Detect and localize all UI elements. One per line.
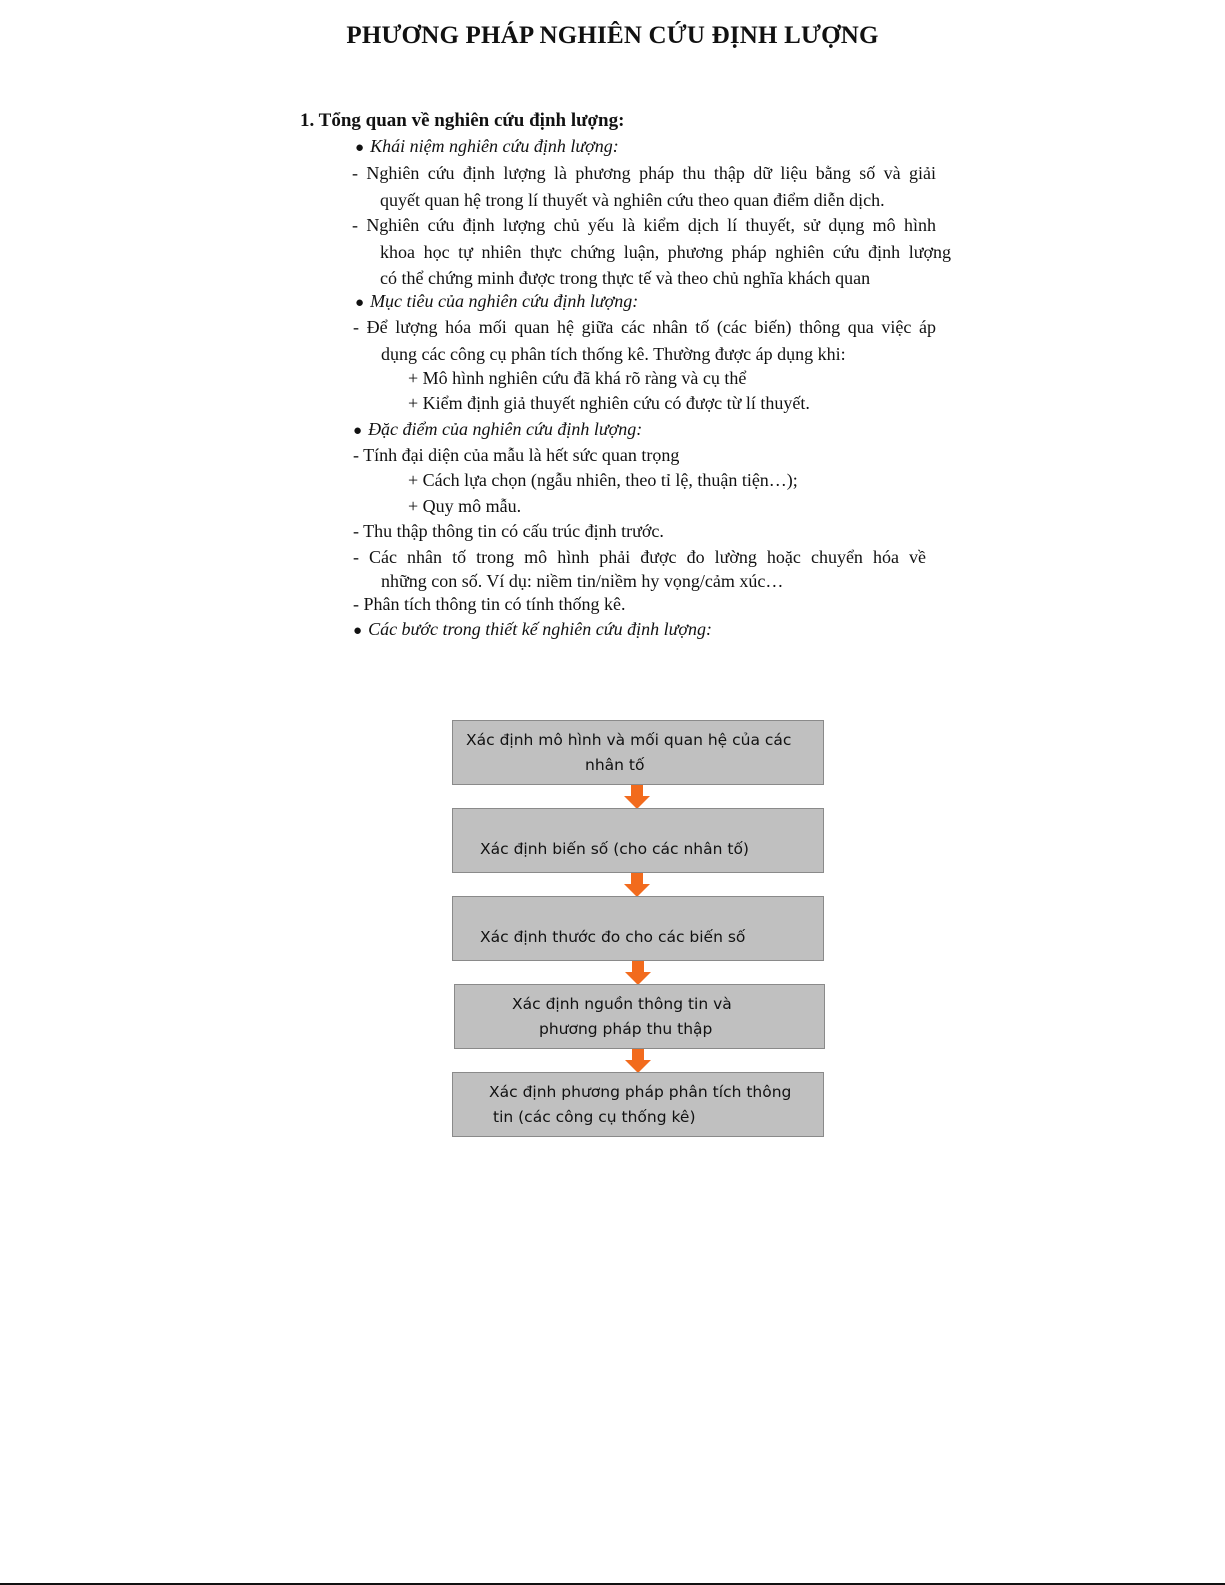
flowchart-step-3-text: Xác định thước đo cho các biến số xyxy=(480,928,746,946)
bullet-icon: ● xyxy=(353,423,363,439)
flowchart-step-1-line-1: Xác định mô hình và mối quan hệ của các xyxy=(466,731,792,749)
flowchart-step-3 xyxy=(452,896,824,961)
features-heading: Đặc điểm của nghiên cứu định lượng: xyxy=(368,419,643,439)
flowchart-step-4-line-1: Xác định nguồn thông tin và xyxy=(512,995,732,1013)
concept-heading: Khái niệm nghiên cứu định lượng: xyxy=(370,136,619,156)
flowchart-step-5 xyxy=(452,1072,824,1137)
objective-heading: Mục tiêu của nghiên cứu định lượng: xyxy=(370,291,639,311)
features-paragraph-4: - Phân tích thông tin có tính thống kê. xyxy=(353,594,626,614)
objective-paragraph-line-2: dụng các công cụ phân tích thống kê. Thường được áp dụng khi: xyxy=(381,344,846,364)
flowchart-step-1 xyxy=(452,720,824,785)
objective-sub-item-2: + Kiểm định giả thuyết nghiên cứu có được từ lí thuyết. xyxy=(408,393,810,413)
flowchart-step-4 xyxy=(454,984,825,1049)
concept-paragraph-2-line-2: khoa học tự nhiên thực chứng luận, phương pháp nghiên cứu định lượng xyxy=(380,242,951,262)
concept-paragraph-2-line-3: có thể chứng minh được trong thực tế và theo chủ nghĩa khách quan xyxy=(380,268,871,288)
features-bullet xyxy=(353,418,642,442)
flowchart-step-2 xyxy=(452,808,824,873)
bullet-icon: ● xyxy=(355,140,365,156)
section-heading: 1. Tổng quan về nghiên cứu định lượng: xyxy=(300,110,625,131)
features-paragraph-3-line-2: những con số. Ví dụ: niềm tin/niềm hy vọng/cảm xúc… xyxy=(381,571,784,591)
features-sub-item-1: + Cách lựa chọn (ngẫu nhiên, theo tỉ lệ, thuận tiện…); xyxy=(408,470,798,490)
features-paragraph-2: - Thu thập thông tin có cấu trúc định trước. xyxy=(353,521,664,541)
steps-bullet xyxy=(353,618,712,642)
concept-bullet xyxy=(355,135,619,159)
concept-paragraph-1-line-1: - Nghiên cứu định lượng là phương pháp thu thập dữ liệu bằng số và giải xyxy=(352,163,936,183)
features-paragraph-1: - Tính đại diện của mẫu là hết sức quan trọng xyxy=(353,445,680,465)
objective-sub-item-1: + Mô hình nghiên cứu đã khá rõ ràng và cụ thể xyxy=(408,368,747,388)
arrow-down-icon xyxy=(625,1049,651,1073)
page-title: PHƯƠNG PHÁP NGHIÊN CỨU ĐỊNH LƯỢNG xyxy=(346,22,879,49)
bullet-icon: ● xyxy=(355,295,365,311)
arrow-down-icon xyxy=(624,785,650,809)
objective-bullet xyxy=(355,290,638,314)
flowchart-step-1-line-2: nhân tố xyxy=(585,756,645,774)
bullet-icon: ● xyxy=(353,623,363,639)
features-sub-item-2: + Quy mô mẫu. xyxy=(408,496,522,516)
steps-heading: Các bước trong thiết kế nghiên cứu định lượng: xyxy=(368,619,712,639)
flowchart-step-2-text: Xác định biến số (cho các nhân tố) xyxy=(480,840,749,858)
features-paragraph-3-line-1: - Các nhân tố trong mô hình phải được đo lường hoặc chuyển hóa về xyxy=(353,547,926,567)
flowchart-step-5-line-2: tin (các công cụ thống kê) xyxy=(493,1108,696,1126)
arrow-down-icon xyxy=(625,961,651,985)
flowchart-step-5-line-1: Xác định phương pháp phân tích thông xyxy=(489,1083,792,1101)
objective-paragraph-line-1: - Để lượng hóa mối quan hệ giữa các nhân tố (các biến) thông qua việc áp xyxy=(353,317,936,337)
concept-paragraph-1-line-2: quyết quan hệ trong lí thuyết và nghiên cứu theo quan điểm diễn dịch. xyxy=(380,190,885,210)
arrow-down-icon xyxy=(624,873,650,897)
flowchart-step-4-line-2: phương pháp thu thập xyxy=(539,1020,713,1038)
concept-paragraph-2-line-1: - Nghiên cứu định lượng chủ yếu là kiểm dịch lí thuyết, sử dụng mô hình xyxy=(352,215,936,235)
